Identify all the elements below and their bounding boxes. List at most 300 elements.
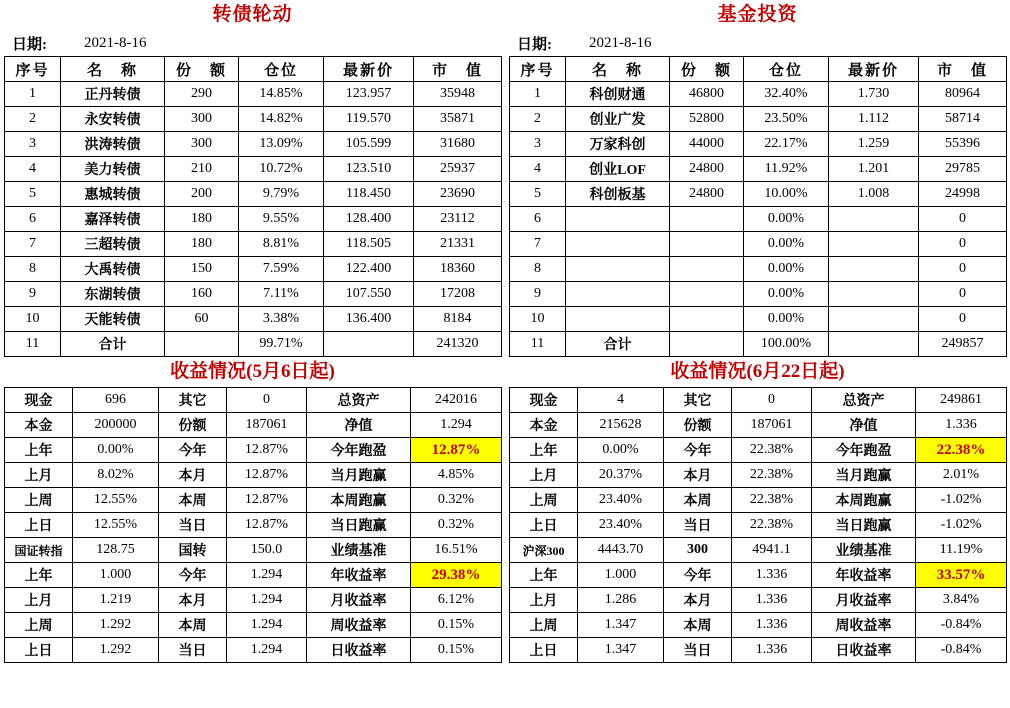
table-row[interactable] bbox=[510, 107, 1007, 132]
table-row[interactable] bbox=[5, 207, 502, 232]
profit-cell-l2[interactable]: 300 bbox=[664, 538, 732, 563]
cell-no[interactable]: 11 bbox=[510, 332, 566, 357]
profit-cell-v1[interactable]: 1.347 bbox=[578, 638, 664, 663]
cell-share[interactable]: 60 bbox=[165, 307, 239, 332]
profit-cell-v1[interactable]: 12.55% bbox=[73, 513, 159, 538]
cell-price[interactable]: 136.400 bbox=[324, 307, 414, 332]
cell-share[interactable]: 210 bbox=[165, 157, 239, 182]
profit-cell-v3[interactable]: 22.38% bbox=[916, 438, 1007, 463]
profit-cell-v2[interactable]: 12.87% bbox=[227, 513, 307, 538]
profit-cell-v1[interactable]: 12.55% bbox=[73, 488, 159, 513]
profit-cell-v2[interactable]: 22.38% bbox=[732, 463, 812, 488]
cell-price[interactable] bbox=[829, 257, 919, 282]
cell-name[interactable]: 三超转债 bbox=[61, 232, 165, 257]
profit-cell-l1[interactable]: 上年 bbox=[510, 438, 578, 463]
cell-name[interactable] bbox=[566, 232, 670, 257]
cell-price[interactable] bbox=[829, 207, 919, 232]
cell-name[interactable]: 正丹转债 bbox=[61, 82, 165, 107]
cell-pos[interactable]: 0.00% bbox=[744, 307, 829, 332]
cell-value[interactable]: 8184 bbox=[414, 307, 502, 332]
cell-share[interactable]: 46800 bbox=[670, 82, 744, 107]
profit-cell-l3[interactable]: 当月跑赢 bbox=[307, 463, 411, 488]
profit-cell-v3[interactable]: -0.84% bbox=[916, 638, 1007, 663]
profit-row[interactable] bbox=[510, 488, 1007, 513]
profit-cell-v3[interactable]: 33.57% bbox=[916, 563, 1007, 588]
profit-cell-v3[interactable]: -1.02% bbox=[916, 513, 1007, 538]
profit-cell-l2[interactable]: 其它 bbox=[664, 388, 732, 413]
cell-share[interactable]: 52800 bbox=[670, 107, 744, 132]
profit-cell-v1[interactable]: 1.219 bbox=[73, 588, 159, 613]
profit-cell-l1[interactable]: 上日 bbox=[5, 513, 73, 538]
profit-cell-l2[interactable]: 当日 bbox=[159, 638, 227, 663]
profit-row[interactable] bbox=[5, 438, 502, 463]
profit-cell-v1[interactable]: 0.00% bbox=[578, 438, 664, 463]
profit-cell-v1[interactable]: 1.000 bbox=[578, 563, 664, 588]
profit-cell-l2[interactable]: 本周 bbox=[159, 488, 227, 513]
profit-cell-v2[interactable]: 12.87% bbox=[227, 463, 307, 488]
cell-value[interactable]: 35871 bbox=[414, 107, 502, 132]
profit-row[interactable] bbox=[5, 513, 502, 538]
profit-cell-l1[interactable]: 沪深300 bbox=[510, 538, 578, 563]
profit-cell-l2[interactable]: 其它 bbox=[159, 388, 227, 413]
profit-cell-l2[interactable]: 今年 bbox=[664, 563, 732, 588]
profit-row[interactable] bbox=[5, 388, 502, 413]
profit-row[interactable] bbox=[510, 513, 1007, 538]
cell-share[interactable]: 44000 bbox=[670, 132, 744, 157]
cell-no[interactable]: 3 bbox=[510, 132, 566, 157]
cell-price[interactable]: 1.201 bbox=[829, 157, 919, 182]
profit-cell-l3[interactable]: 周收益率 bbox=[812, 613, 916, 638]
profit-cell-l3[interactable]: 日收益率 bbox=[812, 638, 916, 663]
profit-cell-v2[interactable]: 1.294 bbox=[227, 588, 307, 613]
cell-value[interactable]: 0 bbox=[919, 257, 1007, 282]
profit-cell-l3[interactable]: 总资产 bbox=[812, 388, 916, 413]
profit-cell-l2[interactable]: 本周 bbox=[664, 613, 732, 638]
cell-name[interactable]: 天能转债 bbox=[61, 307, 165, 332]
profit-cell-l2[interactable]: 本月 bbox=[664, 588, 732, 613]
cell-no[interactable]: 4 bbox=[510, 157, 566, 182]
cell-value[interactable]: 23112 bbox=[414, 207, 502, 232]
profit-cell-v2[interactable]: 12.87% bbox=[227, 438, 307, 463]
cell-price[interactable]: 1.008 bbox=[829, 182, 919, 207]
profit-cell-l1[interactable]: 上周 bbox=[5, 613, 73, 638]
cell-share[interactable] bbox=[165, 332, 239, 357]
profit-cell-v1[interactable]: 215628 bbox=[578, 413, 664, 438]
profit-cell-v2[interactable]: 1.294 bbox=[227, 563, 307, 588]
cell-price[interactable]: 107.550 bbox=[324, 282, 414, 307]
profit-cell-v2[interactable]: 22.38% bbox=[732, 438, 812, 463]
profit-cell-l3[interactable]: 年收益率 bbox=[307, 563, 411, 588]
cell-pos[interactable]: 10.72% bbox=[239, 157, 324, 182]
cell-value[interactable]: 18360 bbox=[414, 257, 502, 282]
cell-pos[interactable]: 0.00% bbox=[744, 207, 829, 232]
profit-cell-l1[interactable]: 上周 bbox=[510, 613, 578, 638]
profit-cell-l3[interactable]: 月收益率 bbox=[812, 588, 916, 613]
cell-value[interactable]: 80964 bbox=[919, 82, 1007, 107]
cell-name[interactable] bbox=[566, 307, 670, 332]
cell-price[interactable]: 123.510 bbox=[324, 157, 414, 182]
table-row[interactable] bbox=[5, 132, 502, 157]
cell-pos[interactable]: 99.71% bbox=[239, 332, 324, 357]
table-row[interactable] bbox=[5, 282, 502, 307]
profit-cell-v1[interactable]: 1.292 bbox=[73, 613, 159, 638]
cell-price[interactable]: 123.957 bbox=[324, 82, 414, 107]
profit-cell-l1[interactable]: 上月 bbox=[5, 588, 73, 613]
cell-pos[interactable]: 14.82% bbox=[239, 107, 324, 132]
profit-row[interactable] bbox=[510, 638, 1007, 663]
profit-cell-v1[interactable]: 4 bbox=[578, 388, 664, 413]
profit-cell-v1[interactable]: 4443.70 bbox=[578, 538, 664, 563]
cell-value[interactable]: 31680 bbox=[414, 132, 502, 157]
cell-name[interactable]: 创业LOF bbox=[566, 157, 670, 182]
profit-cell-l1[interactable]: 本金 bbox=[5, 413, 73, 438]
table-row[interactable] bbox=[510, 282, 1007, 307]
profit-cell-l2[interactable]: 今年 bbox=[664, 438, 732, 463]
profit-cell-l2[interactable]: 本周 bbox=[664, 488, 732, 513]
cell-value[interactable]: 249857 bbox=[919, 332, 1007, 357]
cell-pos[interactable]: 3.38% bbox=[239, 307, 324, 332]
cell-share[interactable] bbox=[670, 232, 744, 257]
profit-cell-l3[interactable]: 业绩基准 bbox=[307, 538, 411, 563]
profit-row[interactable] bbox=[5, 563, 502, 588]
cell-pos[interactable]: 14.85% bbox=[239, 82, 324, 107]
cell-share[interactable]: 150 bbox=[165, 257, 239, 282]
cell-no[interactable]: 7 bbox=[5, 232, 61, 257]
cell-name[interactable]: 科创财通 bbox=[566, 82, 670, 107]
cell-no[interactable]: 6 bbox=[5, 207, 61, 232]
profit-cell-l1[interactable]: 上日 bbox=[5, 638, 73, 663]
profit-cell-v3[interactable]: 2.01% bbox=[916, 463, 1007, 488]
cell-name[interactable]: 大禹转债 bbox=[61, 257, 165, 282]
cell-share[interactable] bbox=[670, 307, 744, 332]
profit-cell-l2[interactable]: 本月 bbox=[159, 463, 227, 488]
cell-name[interactable] bbox=[566, 207, 670, 232]
profit-cell-l2[interactable]: 本月 bbox=[664, 463, 732, 488]
cell-price[interactable] bbox=[324, 332, 414, 357]
cell-no[interactable]: 1 bbox=[510, 82, 566, 107]
cell-share[interactable]: 24800 bbox=[670, 182, 744, 207]
cell-name[interactable] bbox=[566, 257, 670, 282]
cell-no[interactable]: 8 bbox=[510, 257, 566, 282]
profit-cell-l3[interactable]: 当日跑赢 bbox=[307, 513, 411, 538]
profit-cell-v3[interactable]: 0.32% bbox=[411, 488, 502, 513]
profit-cell-l1[interactable]: 上月 bbox=[5, 463, 73, 488]
cell-value[interactable]: 0 bbox=[919, 232, 1007, 257]
cell-name[interactable]: 洪涛转债 bbox=[61, 132, 165, 157]
right-date-value[interactable]: 2021-8-16 bbox=[589, 34, 652, 51]
profit-row[interactable] bbox=[5, 413, 502, 438]
profit-row[interactable] bbox=[510, 388, 1007, 413]
profit-cell-l1[interactable]: 国证转指 bbox=[5, 538, 73, 563]
cell-share[interactable]: 300 bbox=[165, 107, 239, 132]
cell-no[interactable]: 1 bbox=[5, 82, 61, 107]
table-row[interactable] bbox=[510, 332, 1007, 357]
cell-name[interactable]: 永安转债 bbox=[61, 107, 165, 132]
cell-no[interactable]: 4 bbox=[5, 157, 61, 182]
cell-share[interactable]: 180 bbox=[165, 207, 239, 232]
profit-row[interactable] bbox=[5, 538, 502, 563]
profit-cell-l2[interactable]: 今年 bbox=[159, 438, 227, 463]
profit-cell-v1[interactable]: 696 bbox=[73, 388, 159, 413]
table-row[interactable] bbox=[5, 307, 502, 332]
cell-pos[interactable]: 9.55% bbox=[239, 207, 324, 232]
profit-cell-l2[interactable]: 份额 bbox=[159, 413, 227, 438]
profit-cell-l3[interactable]: 净值 bbox=[307, 413, 411, 438]
cell-value[interactable]: 35948 bbox=[414, 82, 502, 107]
profit-cell-l1[interactable]: 上月 bbox=[510, 463, 578, 488]
cell-share[interactable] bbox=[670, 282, 744, 307]
cell-name[interactable]: 美力转债 bbox=[61, 157, 165, 182]
profit-cell-v3[interactable]: 1.336 bbox=[916, 413, 1007, 438]
profit-row[interactable] bbox=[5, 488, 502, 513]
cell-price[interactable] bbox=[829, 307, 919, 332]
profit-cell-v1[interactable]: 20.37% bbox=[578, 463, 664, 488]
cell-share[interactable]: 180 bbox=[165, 232, 239, 257]
profit-cell-l3[interactable]: 本周跑赢 bbox=[307, 488, 411, 513]
cell-pos[interactable]: 8.81% bbox=[239, 232, 324, 257]
profit-row[interactable] bbox=[510, 438, 1007, 463]
cell-name[interactable]: 惠城转债 bbox=[61, 182, 165, 207]
cell-name[interactable] bbox=[566, 282, 670, 307]
cell-price[interactable]: 118.450 bbox=[324, 182, 414, 207]
profit-cell-v3[interactable]: 3.84% bbox=[916, 588, 1007, 613]
cell-share[interactable] bbox=[670, 207, 744, 232]
cell-no[interactable]: 10 bbox=[510, 307, 566, 332]
cell-no[interactable]: 5 bbox=[510, 182, 566, 207]
profit-cell-l2[interactable]: 本月 bbox=[159, 588, 227, 613]
cell-name[interactable]: 科创板基 bbox=[566, 182, 670, 207]
cell-value[interactable]: 0 bbox=[919, 307, 1007, 332]
profit-cell-l1[interactable]: 本金 bbox=[510, 413, 578, 438]
cell-share[interactable]: 24800 bbox=[670, 157, 744, 182]
profit-cell-l1[interactable]: 现金 bbox=[5, 388, 73, 413]
profit-cell-v3[interactable]: 16.51% bbox=[411, 538, 502, 563]
cell-no[interactable]: 5 bbox=[5, 182, 61, 207]
table-row[interactable] bbox=[510, 182, 1007, 207]
profit-cell-v2[interactable]: 1.336 bbox=[732, 638, 812, 663]
profit-cell-v1[interactable]: 1.286 bbox=[578, 588, 664, 613]
profit-row[interactable] bbox=[510, 563, 1007, 588]
profit-cell-l3[interactable]: 月收益率 bbox=[307, 588, 411, 613]
profit-cell-v2[interactable]: 187061 bbox=[732, 413, 812, 438]
profit-cell-l3[interactable]: 当月跑赢 bbox=[812, 463, 916, 488]
profit-row[interactable] bbox=[510, 613, 1007, 638]
cell-no[interactable]: 7 bbox=[510, 232, 566, 257]
profit-cell-v3[interactable]: -0.84% bbox=[916, 613, 1007, 638]
cell-name[interactable]: 嘉泽转债 bbox=[61, 207, 165, 232]
profit-cell-v1[interactable]: 200000 bbox=[73, 413, 159, 438]
profit-cell-v2[interactable]: 22.38% bbox=[732, 513, 812, 538]
cell-price[interactable] bbox=[829, 282, 919, 307]
left-date-value[interactable]: 2021-8-16 bbox=[84, 34, 147, 51]
profit-cell-v2[interactable]: 150.0 bbox=[227, 538, 307, 563]
profit-cell-v1[interactable]: 0.00% bbox=[73, 438, 159, 463]
cell-name[interactable]: 万家科创 bbox=[566, 132, 670, 157]
cell-name[interactable]: 创业广发 bbox=[566, 107, 670, 132]
cell-value[interactable]: 24998 bbox=[919, 182, 1007, 207]
profit-cell-v3[interactable]: 0.15% bbox=[411, 613, 502, 638]
cell-price[interactable]: 119.570 bbox=[324, 107, 414, 132]
profit-cell-v3[interactable]: 11.19% bbox=[916, 538, 1007, 563]
profit-cell-v2[interactable]: 22.38% bbox=[732, 488, 812, 513]
cell-pos[interactable]: 0.00% bbox=[744, 257, 829, 282]
cell-no[interactable]: 11 bbox=[5, 332, 61, 357]
cell-share[interactable]: 200 bbox=[165, 182, 239, 207]
profit-cell-l1[interactable]: 上年 bbox=[5, 563, 73, 588]
cell-value[interactable]: 58714 bbox=[919, 107, 1007, 132]
cell-pos[interactable]: 7.11% bbox=[239, 282, 324, 307]
cell-name[interactable]: 合计 bbox=[566, 332, 670, 357]
profit-row[interactable] bbox=[5, 638, 502, 663]
profit-cell-v1[interactable]: 23.40% bbox=[578, 488, 664, 513]
profit-cell-v2[interactable]: 1.294 bbox=[227, 613, 307, 638]
profit-cell-l2[interactable]: 当日 bbox=[664, 638, 732, 663]
profit-cell-v2[interactable]: 1.336 bbox=[732, 588, 812, 613]
profit-cell-l3[interactable]: 本周跑赢 bbox=[812, 488, 916, 513]
profit-cell-v1[interactable]: 8.02% bbox=[73, 463, 159, 488]
cell-no[interactable]: 10 bbox=[5, 307, 61, 332]
cell-pos[interactable]: 11.92% bbox=[744, 157, 829, 182]
cell-price[interactable]: 105.599 bbox=[324, 132, 414, 157]
profit-cell-v2[interactable]: 4941.1 bbox=[732, 538, 812, 563]
profit-cell-l2[interactable]: 本周 bbox=[159, 613, 227, 638]
profit-cell-l2[interactable]: 份额 bbox=[664, 413, 732, 438]
cell-value[interactable]: 23690 bbox=[414, 182, 502, 207]
profit-row[interactable] bbox=[5, 613, 502, 638]
cell-no[interactable]: 2 bbox=[510, 107, 566, 132]
table-row[interactable] bbox=[5, 332, 502, 357]
profit-cell-v3[interactable]: 0.32% bbox=[411, 513, 502, 538]
profit-cell-v1[interactable]: 23.40% bbox=[578, 513, 664, 538]
table-row[interactable] bbox=[5, 157, 502, 182]
profit-cell-v3[interactable]: 4.85% bbox=[411, 463, 502, 488]
profit-row[interactable] bbox=[510, 463, 1007, 488]
profit-cell-l3[interactable]: 净值 bbox=[812, 413, 916, 438]
cell-no[interactable]: 2 bbox=[5, 107, 61, 132]
table-row[interactable] bbox=[5, 107, 502, 132]
cell-price[interactable] bbox=[829, 332, 919, 357]
profit-row[interactable] bbox=[5, 463, 502, 488]
cell-pos[interactable]: 7.59% bbox=[239, 257, 324, 282]
profit-cell-l1[interactable]: 上年 bbox=[510, 563, 578, 588]
profit-cell-v3[interactable]: 6.12% bbox=[411, 588, 502, 613]
cell-name[interactable]: 合计 bbox=[61, 332, 165, 357]
table-row[interactable] bbox=[510, 257, 1007, 282]
cell-price[interactable]: 128.400 bbox=[324, 207, 414, 232]
table-row[interactable] bbox=[5, 182, 502, 207]
cell-price[interactable]: 118.505 bbox=[324, 232, 414, 257]
profit-cell-l1[interactable]: 上日 bbox=[510, 513, 578, 538]
table-row[interactable] bbox=[510, 207, 1007, 232]
cell-value[interactable]: 55396 bbox=[919, 132, 1007, 157]
table-row[interactable] bbox=[510, 307, 1007, 332]
table-row[interactable] bbox=[5, 232, 502, 257]
profit-cell-v3[interactable]: 29.38% bbox=[411, 563, 502, 588]
profit-cell-l1[interactable]: 上周 bbox=[5, 488, 73, 513]
table-row[interactable] bbox=[5, 82, 502, 107]
profit-cell-l1[interactable]: 现金 bbox=[510, 388, 578, 413]
table-row[interactable] bbox=[5, 257, 502, 282]
profit-cell-v3[interactable]: 0.15% bbox=[411, 638, 502, 663]
profit-cell-v1[interactable]: 1.000 bbox=[73, 563, 159, 588]
table-row[interactable] bbox=[510, 82, 1007, 107]
cell-no[interactable]: 3 bbox=[5, 132, 61, 157]
profit-cell-l1[interactable]: 上月 bbox=[510, 588, 578, 613]
cell-value[interactable]: 0 bbox=[919, 282, 1007, 307]
profit-cell-v2[interactable]: 12.87% bbox=[227, 488, 307, 513]
profit-cell-v3[interactable]: 1.294 bbox=[411, 413, 502, 438]
cell-name[interactable]: 东湖转债 bbox=[61, 282, 165, 307]
profit-cell-l1[interactable]: 上周 bbox=[510, 488, 578, 513]
cell-no[interactable]: 9 bbox=[510, 282, 566, 307]
cell-pos[interactable]: 32.40% bbox=[744, 82, 829, 107]
cell-pos[interactable]: 9.79% bbox=[239, 182, 324, 207]
profit-cell-l3[interactable]: 当日跑赢 bbox=[812, 513, 916, 538]
profit-cell-v3[interactable]: 249861 bbox=[916, 388, 1007, 413]
cell-value[interactable]: 17208 bbox=[414, 282, 502, 307]
cell-share[interactable] bbox=[670, 332, 744, 357]
cell-share[interactable] bbox=[670, 257, 744, 282]
profit-row[interactable] bbox=[510, 413, 1007, 438]
table-row[interactable] bbox=[510, 132, 1007, 157]
cell-no[interactable]: 9 bbox=[5, 282, 61, 307]
cell-no[interactable]: 6 bbox=[510, 207, 566, 232]
cell-price[interactable]: 1.730 bbox=[829, 82, 919, 107]
profit-cell-l3[interactable]: 今年跑盈 bbox=[812, 438, 916, 463]
table-row[interactable] bbox=[510, 232, 1007, 257]
profit-cell-v1[interactable]: 128.75 bbox=[73, 538, 159, 563]
profit-cell-l3[interactable]: 年收益率 bbox=[812, 563, 916, 588]
cell-pos[interactable]: 13.09% bbox=[239, 132, 324, 157]
profit-cell-v1[interactable]: 1.292 bbox=[73, 638, 159, 663]
profit-cell-v2[interactable]: 1.336 bbox=[732, 563, 812, 588]
profit-cell-l3[interactable]: 日收益率 bbox=[307, 638, 411, 663]
profit-cell-v3[interactable]: 242016 bbox=[411, 388, 502, 413]
cell-value[interactable]: 25937 bbox=[414, 157, 502, 182]
cell-price[interactable]: 1.112 bbox=[829, 107, 919, 132]
profit-cell-v2[interactable]: 1.294 bbox=[227, 638, 307, 663]
profit-cell-v3[interactable]: -1.02% bbox=[916, 488, 1007, 513]
cell-share[interactable]: 290 bbox=[165, 82, 239, 107]
cell-value[interactable]: 29785 bbox=[919, 157, 1007, 182]
profit-cell-l3[interactable]: 周收益率 bbox=[307, 613, 411, 638]
cell-pos[interactable]: 10.00% bbox=[744, 182, 829, 207]
cell-pos[interactable]: 23.50% bbox=[744, 107, 829, 132]
profit-cell-v2[interactable]: 0 bbox=[732, 388, 812, 413]
cell-price[interactable]: 122.400 bbox=[324, 257, 414, 282]
profit-cell-l3[interactable]: 业绩基准 bbox=[812, 538, 916, 563]
cell-share[interactable]: 300 bbox=[165, 132, 239, 157]
profit-cell-l1[interactable]: 上日 bbox=[510, 638, 578, 663]
profit-cell-v2[interactable]: 0 bbox=[227, 388, 307, 413]
cell-price[interactable] bbox=[829, 232, 919, 257]
cell-pos[interactable]: 22.17% bbox=[744, 132, 829, 157]
profit-cell-l2[interactable]: 当日 bbox=[664, 513, 732, 538]
profit-cell-l2[interactable]: 国转 bbox=[159, 538, 227, 563]
cell-no[interactable]: 8 bbox=[5, 257, 61, 282]
cell-value[interactable]: 0 bbox=[919, 207, 1007, 232]
cell-pos[interactable]: 0.00% bbox=[744, 232, 829, 257]
profit-row[interactable] bbox=[510, 588, 1007, 613]
profit-cell-l2[interactable]: 当日 bbox=[159, 513, 227, 538]
profit-row[interactable] bbox=[510, 538, 1007, 563]
cell-pos[interactable]: 100.00% bbox=[744, 332, 829, 357]
cell-price[interactable]: 1.259 bbox=[829, 132, 919, 157]
profit-cell-l1[interactable]: 上年 bbox=[5, 438, 73, 463]
profit-cell-l3[interactable]: 今年跑盈 bbox=[307, 438, 411, 463]
profit-cell-v1[interactable]: 1.347 bbox=[578, 613, 664, 638]
cell-value[interactable]: 241320 bbox=[414, 332, 502, 357]
